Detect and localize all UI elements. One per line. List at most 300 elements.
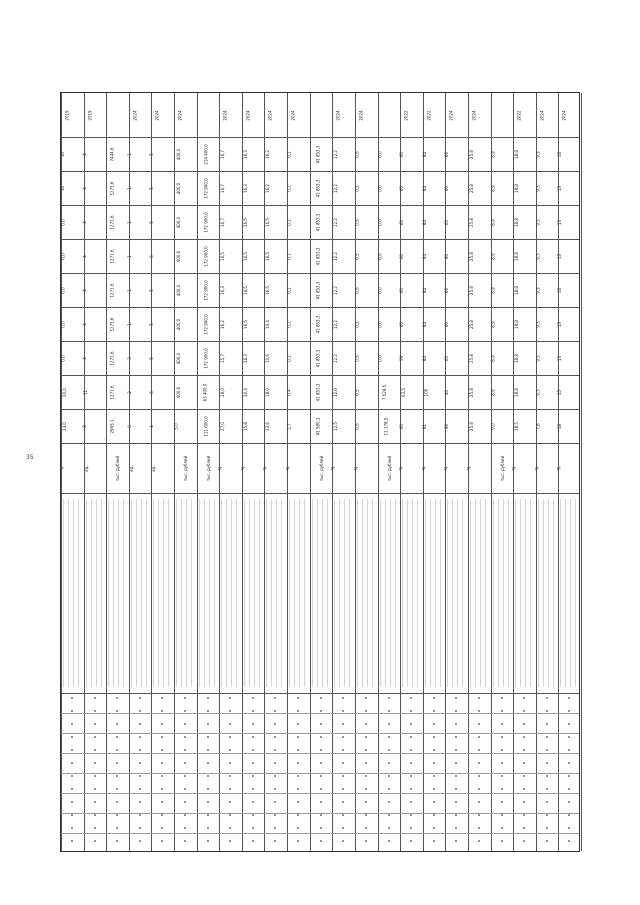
- indicator-value: 0,0: [377, 253, 383, 260]
- unit-label: ед.: [151, 465, 157, 472]
- indicator-value: 1271,6: [109, 317, 115, 332]
- indicator-value: 12,0: [333, 388, 339, 397]
- indicator-value: 0,5: [354, 389, 360, 396]
- indicator-value: 25,8: [469, 252, 475, 261]
- indicator-value: 4: [82, 323, 88, 326]
- indicator-value: 60: [444, 151, 450, 158]
- indicator-value: 15: [557, 389, 563, 396]
- indicator-value: 4: [82, 221, 88, 224]
- unit-label: %: [330, 466, 336, 471]
- table-row-line: [61, 137, 579, 138]
- indicator-value: 16,7: [220, 184, 226, 193]
- table-column-line: [197, 93, 198, 851]
- indicator-value: 2965,1: [109, 419, 115, 434]
- indicator-value: 41 853,3: [315, 315, 321, 334]
- indicator-description-block: [153, 499, 172, 687]
- indicator-value: 0,0: [61, 321, 66, 328]
- indicator-value: 7444,6: [109, 147, 115, 162]
- unit-label: ед.: [84, 465, 90, 472]
- indicator-value: 8,9: [490, 287, 496, 294]
- indicator-value: 9,3: [535, 185, 541, 192]
- indicator-value: 5: [149, 153, 155, 156]
- indicator-description-block: [289, 499, 308, 687]
- indicator-value: 59: [399, 355, 405, 362]
- indicator-value: 12,2: [333, 184, 339, 193]
- unit-label: %: [421, 466, 427, 471]
- indicator-value: 84: [422, 219, 428, 226]
- indicator-value: 13: [557, 185, 563, 192]
- indicator-value: 8,9: [490, 185, 496, 192]
- indicator-value: 13: [557, 321, 563, 328]
- indicator-value: 0,5: [354, 321, 360, 328]
- indicator-value: 41 853,3: [315, 349, 321, 368]
- indicator-value: 16,5: [265, 252, 271, 261]
- indicator-value: 1: [127, 289, 133, 292]
- table-row-line: [61, 273, 579, 274]
- indicator-description-block: [199, 499, 218, 687]
- indicator-value: 16,7: [220, 218, 226, 227]
- indicator-table: [60, 92, 580, 852]
- row-index-strip: [433, 697, 435, 849]
- indicator-value: 11 178,5: [383, 417, 389, 436]
- indicator-value: 8,9: [490, 355, 496, 362]
- table-row-line: [61, 375, 579, 376]
- indicator-value: 16,5: [243, 320, 249, 329]
- unit-label: %: [217, 466, 223, 471]
- indicator-value: 0,0: [61, 355, 66, 362]
- indicator-value: 25,8: [469, 286, 475, 295]
- indicator-value: 4: [82, 187, 88, 190]
- indicator-value: 0,0: [61, 253, 66, 260]
- indicator-description-block: [425, 499, 444, 687]
- indicator-description-block: [63, 499, 82, 687]
- indicator-value: 20,4: [243, 388, 249, 397]
- target-year: 2024: [471, 110, 477, 121]
- indicator-value: 25,8: [469, 218, 475, 227]
- indicator-value: 1: [127, 255, 133, 258]
- unit-label: тыс. рублей: [319, 455, 325, 482]
- unit-label: тыс. рублей: [115, 455, 121, 482]
- indicator-value: 16,7: [220, 150, 226, 159]
- unit-label: ед.: [129, 465, 135, 472]
- indicator-value: 400,0: [176, 250, 182, 263]
- indicator-value: 60: [444, 321, 450, 328]
- indicator-value: 0,5: [354, 355, 360, 362]
- indicator-value: 12,2: [333, 286, 339, 295]
- indicator-value: 18,8: [514, 150, 520, 159]
- indicator-value: 63 400,0: [202, 383, 208, 402]
- indicator-value: 18,0: [265, 388, 271, 397]
- table-row-line: [61, 493, 579, 494]
- indicator-value: 172 900,0: [203, 246, 209, 267]
- indicator-description-block: [357, 499, 376, 687]
- indicator-value: 60: [444, 355, 450, 362]
- indicator-description-block: [131, 499, 150, 687]
- indicator-value: 18,8: [514, 184, 520, 193]
- indicator-value: 0,5: [354, 151, 360, 158]
- indicator-value: 25,8: [469, 184, 475, 193]
- indicator-value: 0,0: [377, 185, 383, 192]
- indicator-value: 4: [149, 425, 155, 428]
- indicator-value: 9,3: [535, 287, 541, 294]
- table-column-line: [468, 93, 469, 851]
- indicator-value: 400,0: [176, 318, 182, 331]
- target-year: 2024: [222, 110, 228, 121]
- target-year: 2024: [290, 110, 296, 121]
- table-row-line: [61, 693, 579, 694]
- indicator-description-block: [312, 499, 331, 687]
- row-index-strip: [252, 697, 254, 849]
- unit-label: %: [285, 466, 291, 471]
- indicator-value: 9,3: [535, 253, 541, 260]
- indicator-value: 10,4: [265, 320, 271, 329]
- indicator-value: 172 900,0: [203, 178, 209, 199]
- table-column-line: [174, 93, 175, 851]
- indicator-value: 0,0: [377, 355, 383, 362]
- indicator-value: 5,0: [173, 423, 179, 430]
- table-row-line: [61, 443, 579, 444]
- indicator-value: 81: [422, 423, 428, 430]
- indicator-value: 28,0: [220, 388, 226, 397]
- target-year: 2024: [267, 110, 273, 121]
- indicator-value: 25,8: [469, 388, 475, 397]
- indicator-value: 400,0: [176, 386, 182, 399]
- indicator-value: 16,3: [243, 354, 249, 363]
- indicator-value: 18,8: [514, 252, 520, 261]
- indicator-value: 1271,6: [109, 351, 115, 366]
- indicator-description-block: [334, 499, 353, 687]
- indicator-value: 1: [127, 323, 133, 326]
- indicator-value: 172 900,0: [203, 348, 209, 369]
- indicator-value: 1271,6: [109, 385, 115, 400]
- table-row-line: [61, 239, 579, 240]
- table-column-line: [445, 93, 446, 851]
- indicator-value: 1271,6: [109, 215, 115, 230]
- unit-label: тыс. рублей: [387, 455, 393, 482]
- indicator-value: 1271,6: [109, 181, 115, 196]
- indicator-value: 8,9: [490, 389, 496, 396]
- indicator-value: 0,1: [286, 253, 292, 260]
- indicator-value: 172 900,0: [203, 280, 209, 301]
- target-year: 2019: [87, 110, 93, 121]
- indicator-value: 0,5: [354, 423, 360, 430]
- indicator-value: 60: [399, 321, 405, 328]
- indicator-value: 400,0: [176, 182, 182, 195]
- indicator-value: 16,2: [220, 320, 226, 329]
- target-year: 2024: [561, 110, 567, 121]
- indicator-value: 5: [149, 323, 155, 326]
- indicator-value: 16,5: [243, 218, 249, 227]
- indicator-value: 0,4: [286, 389, 292, 396]
- indicator-description-block: [86, 499, 105, 687]
- indicator-value: 30: [60, 185, 66, 192]
- indicator-value: 16,5: [220, 252, 226, 261]
- table-column-line: [513, 93, 514, 851]
- table-row-line: [61, 171, 579, 172]
- indicator-value: 41 853,3: [315, 213, 321, 232]
- table-column-line: [581, 93, 582, 851]
- row-index-strip: [94, 697, 96, 849]
- indicator-description-block: [560, 499, 579, 687]
- row-index-strip: [207, 697, 209, 849]
- indicator-value: 9,3: [535, 151, 541, 158]
- row-index-strip: [116, 697, 118, 849]
- indicator-value: 60: [399, 287, 405, 294]
- indicator-value: 4: [82, 153, 88, 156]
- indicator-value: 25,8: [469, 320, 475, 329]
- table-column-line: [558, 93, 559, 851]
- target-year: 2024: [335, 110, 341, 121]
- target-year: 2024: [177, 110, 183, 121]
- indicator-value: 13: [557, 287, 563, 294]
- indicator-value: 10,6: [265, 354, 271, 363]
- indicator-value: 41 853,3: [315, 145, 321, 164]
- indicator-value: 60: [399, 423, 405, 430]
- indicator-value: 24,0: [62, 422, 68, 431]
- indicator-value: 40: [444, 389, 450, 396]
- indicator-value: 8: [82, 425, 88, 428]
- indicator-value: 12,2: [333, 252, 339, 261]
- indicator-description-block: [447, 499, 466, 687]
- indicator-value: 41 853,3: [315, 383, 321, 402]
- indicator-value: 0,1: [286, 287, 292, 294]
- indicator-value: 9,3: [535, 321, 541, 328]
- indicator-value: 3: [127, 357, 133, 360]
- table-column-line: [310, 93, 311, 851]
- indicator-value: 15,8: [243, 422, 249, 431]
- indicator-value: 18,8: [514, 320, 520, 329]
- table-column-line: [264, 93, 265, 851]
- indicator-value: 16,5: [265, 286, 271, 295]
- target-year: 2024: [539, 110, 545, 121]
- indicator-value: 84: [422, 185, 428, 192]
- indicator-value: 41 853,3: [315, 281, 321, 300]
- target-year: 2022: [516, 110, 522, 121]
- table-column-line: [106, 93, 107, 851]
- indicator-value: 214 400,0: [203, 144, 209, 165]
- indicator-value: 12,5: [333, 422, 339, 431]
- indicator-value: 5: [149, 289, 155, 292]
- indicator-value: 1: [127, 153, 133, 156]
- indicator-value: 0,5: [354, 185, 360, 192]
- indicator-value: 100: [423, 388, 429, 397]
- indicator-value: 16,5: [265, 218, 271, 227]
- indicator-value: 25,8: [469, 150, 475, 159]
- row-index-strip: [501, 697, 503, 849]
- indicator-value: 41 853,3: [315, 179, 321, 198]
- row-index-strip: [161, 697, 163, 849]
- indicator-value: 90: [444, 423, 450, 430]
- indicator-value: 60: [444, 287, 450, 294]
- unit-label: %: [534, 466, 540, 471]
- target-year: 2022: [403, 110, 409, 121]
- indicator-value: 1: [127, 187, 133, 190]
- indicator-value: 172 900,0: [203, 314, 209, 335]
- unit-label: %: [511, 466, 517, 471]
- indicator-description-block: [515, 499, 534, 687]
- indicator-value: 16,5: [243, 286, 249, 295]
- indicator-value: 16,2: [265, 150, 271, 159]
- indicator-value: 13: [557, 355, 563, 362]
- indicator-value: 1271,6: [109, 283, 115, 298]
- indicator-value: 7,8: [535, 423, 541, 430]
- indicator-value: 5: [149, 221, 155, 224]
- indicator-value: 20,0: [62, 388, 68, 397]
- indicator-value: 0,5: [354, 287, 360, 294]
- indicator-value: 60: [399, 219, 405, 226]
- indicator-description-block: [176, 499, 195, 687]
- indicator-value: 27,0: [220, 422, 226, 431]
- row-index-strip: [320, 697, 322, 849]
- table-column-line: [536, 93, 537, 851]
- table-row-line: [61, 409, 579, 410]
- indicator-value: 16,3: [220, 286, 226, 295]
- indicator-value: 60: [444, 185, 450, 192]
- indicator-value: 15,7: [220, 354, 226, 363]
- indicator-value: 16,2: [265, 184, 271, 193]
- indicator-value: 0,0: [377, 321, 383, 328]
- indicator-value: 12,2: [333, 320, 339, 329]
- indicator-value: 9,0: [490, 423, 496, 430]
- table-row-line: [61, 341, 579, 342]
- row-index-strip: [365, 697, 367, 849]
- indicator-value: 18: [557, 423, 563, 430]
- indicator-value: 0,5: [354, 219, 360, 226]
- table-column-line: [423, 93, 424, 851]
- indicator-value: 60: [399, 151, 405, 158]
- indicator-value: 0,1: [286, 151, 292, 158]
- indicator-value: 2,7: [286, 423, 292, 430]
- row-index-strip: [568, 697, 570, 849]
- indicator-value: 18,8: [514, 286, 520, 295]
- indicator-value: 16,3: [243, 150, 249, 159]
- row-index-strip: [139, 697, 141, 849]
- indicator-value: 16,5: [243, 252, 249, 261]
- table-row-line: [61, 307, 579, 308]
- unit-label: тыс. рублей: [500, 455, 506, 482]
- indicator-value: 8,9: [490, 151, 496, 158]
- indicator-value: 18,8: [514, 354, 520, 363]
- unit-label: тыс. рублей: [183, 455, 189, 482]
- indicator-value: 1: [127, 221, 133, 224]
- unit-label: %: [240, 466, 246, 471]
- indicator-value: 25,8: [469, 422, 475, 431]
- indicator-value: 400,0: [176, 216, 182, 229]
- indicator-value: 0,1: [286, 185, 292, 192]
- indicator-description-block: [402, 499, 421, 687]
- table-column-line: [219, 93, 220, 851]
- indicator-value: 5: [149, 357, 155, 360]
- table-column-line: [400, 93, 401, 851]
- unit-label: %: [353, 466, 359, 471]
- indicator-value: 9,3: [535, 355, 541, 362]
- indicator-value: 400,0: [176, 352, 182, 365]
- row-index-strip: [455, 697, 457, 849]
- indicator-value: 4: [82, 357, 88, 360]
- indicator-value: 30: [60, 151, 66, 158]
- indicator-value: 0,0: [377, 151, 383, 158]
- indicator-value: 18,8: [514, 218, 520, 227]
- unit-label: %: [398, 466, 404, 471]
- row-index-strip: [546, 697, 548, 849]
- table-grid: [61, 93, 579, 851]
- indicator-value: 0,0: [61, 287, 66, 294]
- indicator-value: 5: [149, 255, 155, 258]
- indicator-value: 63,5: [401, 388, 407, 397]
- unit-label: %: [262, 466, 268, 471]
- indicator-value: 0: [127, 425, 133, 428]
- indicator-value: 8,9: [490, 321, 496, 328]
- indicator-description-block: [538, 499, 557, 687]
- indicator-value: 60: [399, 185, 405, 192]
- indicator-value: 11: [83, 389, 89, 396]
- indicator-value: 0,5: [354, 253, 360, 260]
- indicator-value: 400,0: [176, 284, 182, 297]
- row-index-strip: [229, 697, 231, 849]
- target-year: 2024: [448, 110, 454, 121]
- indicator-description-block: [493, 499, 512, 687]
- indicator-value: 60: [399, 253, 405, 260]
- indicator-value: 84: [422, 151, 428, 158]
- indicator-value: 60: [444, 219, 450, 226]
- indicator-value: 8,9: [490, 219, 496, 226]
- indicator-value: 0,0: [61, 219, 66, 226]
- table-column-line: [287, 93, 288, 851]
- target-year: 2024: [154, 110, 160, 121]
- indicator-value: 4: [82, 255, 88, 258]
- target-year: 2024: [245, 110, 251, 121]
- indicator-value: 84: [422, 355, 428, 362]
- target-year: 2022: [426, 110, 432, 121]
- indicator-value: 9,3: [535, 219, 541, 226]
- indicator-value: 2: [127, 391, 133, 394]
- indicator-description-block: [266, 499, 285, 687]
- row-index-strip: [297, 697, 299, 849]
- table-column-line: [491, 93, 492, 851]
- row-index-strip: [478, 697, 480, 849]
- indicator-value: 1271,6: [109, 249, 115, 264]
- indicator-description-block: [221, 499, 240, 687]
- indicator-value: 5: [149, 187, 155, 190]
- indicator-value: 84: [422, 253, 428, 260]
- indicator-value: 172 900,0: [203, 212, 209, 233]
- indicator-value: 16,3: [243, 184, 249, 193]
- row-index-strip: [71, 697, 73, 849]
- indicator-value: 25,8: [469, 354, 475, 363]
- table-row-line: [61, 205, 579, 206]
- table-column-line: [332, 93, 333, 851]
- unit-label: %: [59, 466, 65, 471]
- indicator-value: 111 600,0: [203, 416, 209, 437]
- indicator-value: 12,2: [333, 150, 339, 159]
- indicator-value: 41 853,3: [315, 247, 321, 266]
- indicator-value: 84: [422, 287, 428, 294]
- unit-label: тыс. рублей: [206, 455, 212, 482]
- row-index-strip: [523, 697, 525, 849]
- target-year: 2024: [358, 110, 364, 121]
- indicator-value: 0,1: [286, 321, 292, 328]
- indicator-value: 13,6: [265, 422, 271, 431]
- unit-label: %: [556, 466, 562, 471]
- indicator-value: 0,1: [286, 219, 292, 226]
- indicator-value: 4: [82, 289, 88, 292]
- indicator-value: 8,9: [490, 253, 496, 260]
- indicator-description-block: [380, 499, 399, 687]
- indicator-value: 6: [149, 391, 155, 394]
- indicator-value: 13: [557, 219, 563, 226]
- indicator-description-block: [244, 499, 263, 687]
- unit-label: %: [443, 466, 449, 471]
